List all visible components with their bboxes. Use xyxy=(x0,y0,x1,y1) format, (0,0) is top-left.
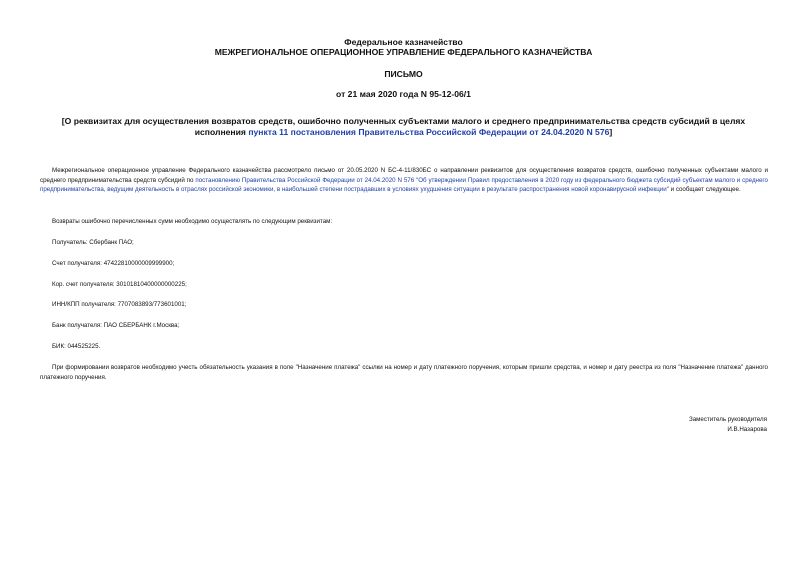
intro-text: Межрегиональное операционное управление Федерального казначейства рассмотрело письмо от 20.05.2020 N БС-4-11/830БС о направлении реквизитов для осуществления возвратов средств, ошибочно полученных субъектами малого и среднего предпринимательства средств субсидий по xyxy=(40,167,768,184)
decree-link[interactable]: постановлению Правительства Российской Федерации от 24.04.2020 N 576 "Об утверждении Правил предоставления в 2020 году из федерального бюджета субсидий субъектам малого и среднего предпринимательства, ведущим деятельность в отраслях российской экономики, в наибольшей степени пострадавших в условиях ухудшения ситуации в результате распространения новой коронавирусной инфекции" xyxy=(40,176,768,194)
formation-note: При формировании возвратов необходимо учесть обязательность указания в поле "Назначение платежа" ссылки на номер и дату платежного поручения, которым пришли средства, и номер и дату реестра из поля "Назначение платежа" данного платежного поручения. xyxy=(40,364,768,381)
signer-name: И.В.Назарова xyxy=(727,426,767,433)
document-type: ПИСЬМО xyxy=(384,69,423,79)
subject-text: [О реквизитах для осуществления возвратов средств, ошибочно полученных субъектами малого и среднего предпринимательства средств субсидий в целях исполнения xyxy=(61,116,746,137)
bank-line: Банк получателя: ПАО СБЕРБАНК г.Москва; xyxy=(52,322,180,329)
org-department: МЕЖРЕГИОНАЛЬНОЕ ОПЕРАЦИОННОЕ УПРАВЛЕНИЕ ФЕДЕРАЛЬНОГО КАЗНАЧЕЙСТВА xyxy=(214,47,593,57)
org-name: Федеральное казначейство xyxy=(344,37,463,47)
intro-paragraph xyxy=(40,166,768,195)
document-date-number: от 21 мая 2020 года N 95-12-06/1 xyxy=(336,89,471,99)
account-line: Счет получателя: 47422810000009999900; xyxy=(52,260,175,267)
inn-kpp-line: ИНН/КПП получателя: 7707083893/773601001; xyxy=(52,301,187,308)
signer-position: Заместитель руководителя xyxy=(688,416,767,423)
subject-end: ] xyxy=(609,126,613,137)
intro-text-end: и сообщает следующее. xyxy=(668,186,741,194)
subject-link[interactable]: пункта 11 постановления Правительства Российской Федерации от 24.04.2020 N 576 xyxy=(248,126,610,137)
corr-account-line: Кор. счет получателя: 30101810400000000225; xyxy=(52,281,187,288)
bik-line: БИК: 044525225. xyxy=(52,343,101,350)
recipient-line: Получатель: Сбербанк ПАО; xyxy=(52,239,134,246)
document-subject xyxy=(40,116,767,137)
returns-intro: Возвраты ошибочно перечисленных сумм необходимо осуществлять по следующим реквизитам: xyxy=(52,218,333,225)
